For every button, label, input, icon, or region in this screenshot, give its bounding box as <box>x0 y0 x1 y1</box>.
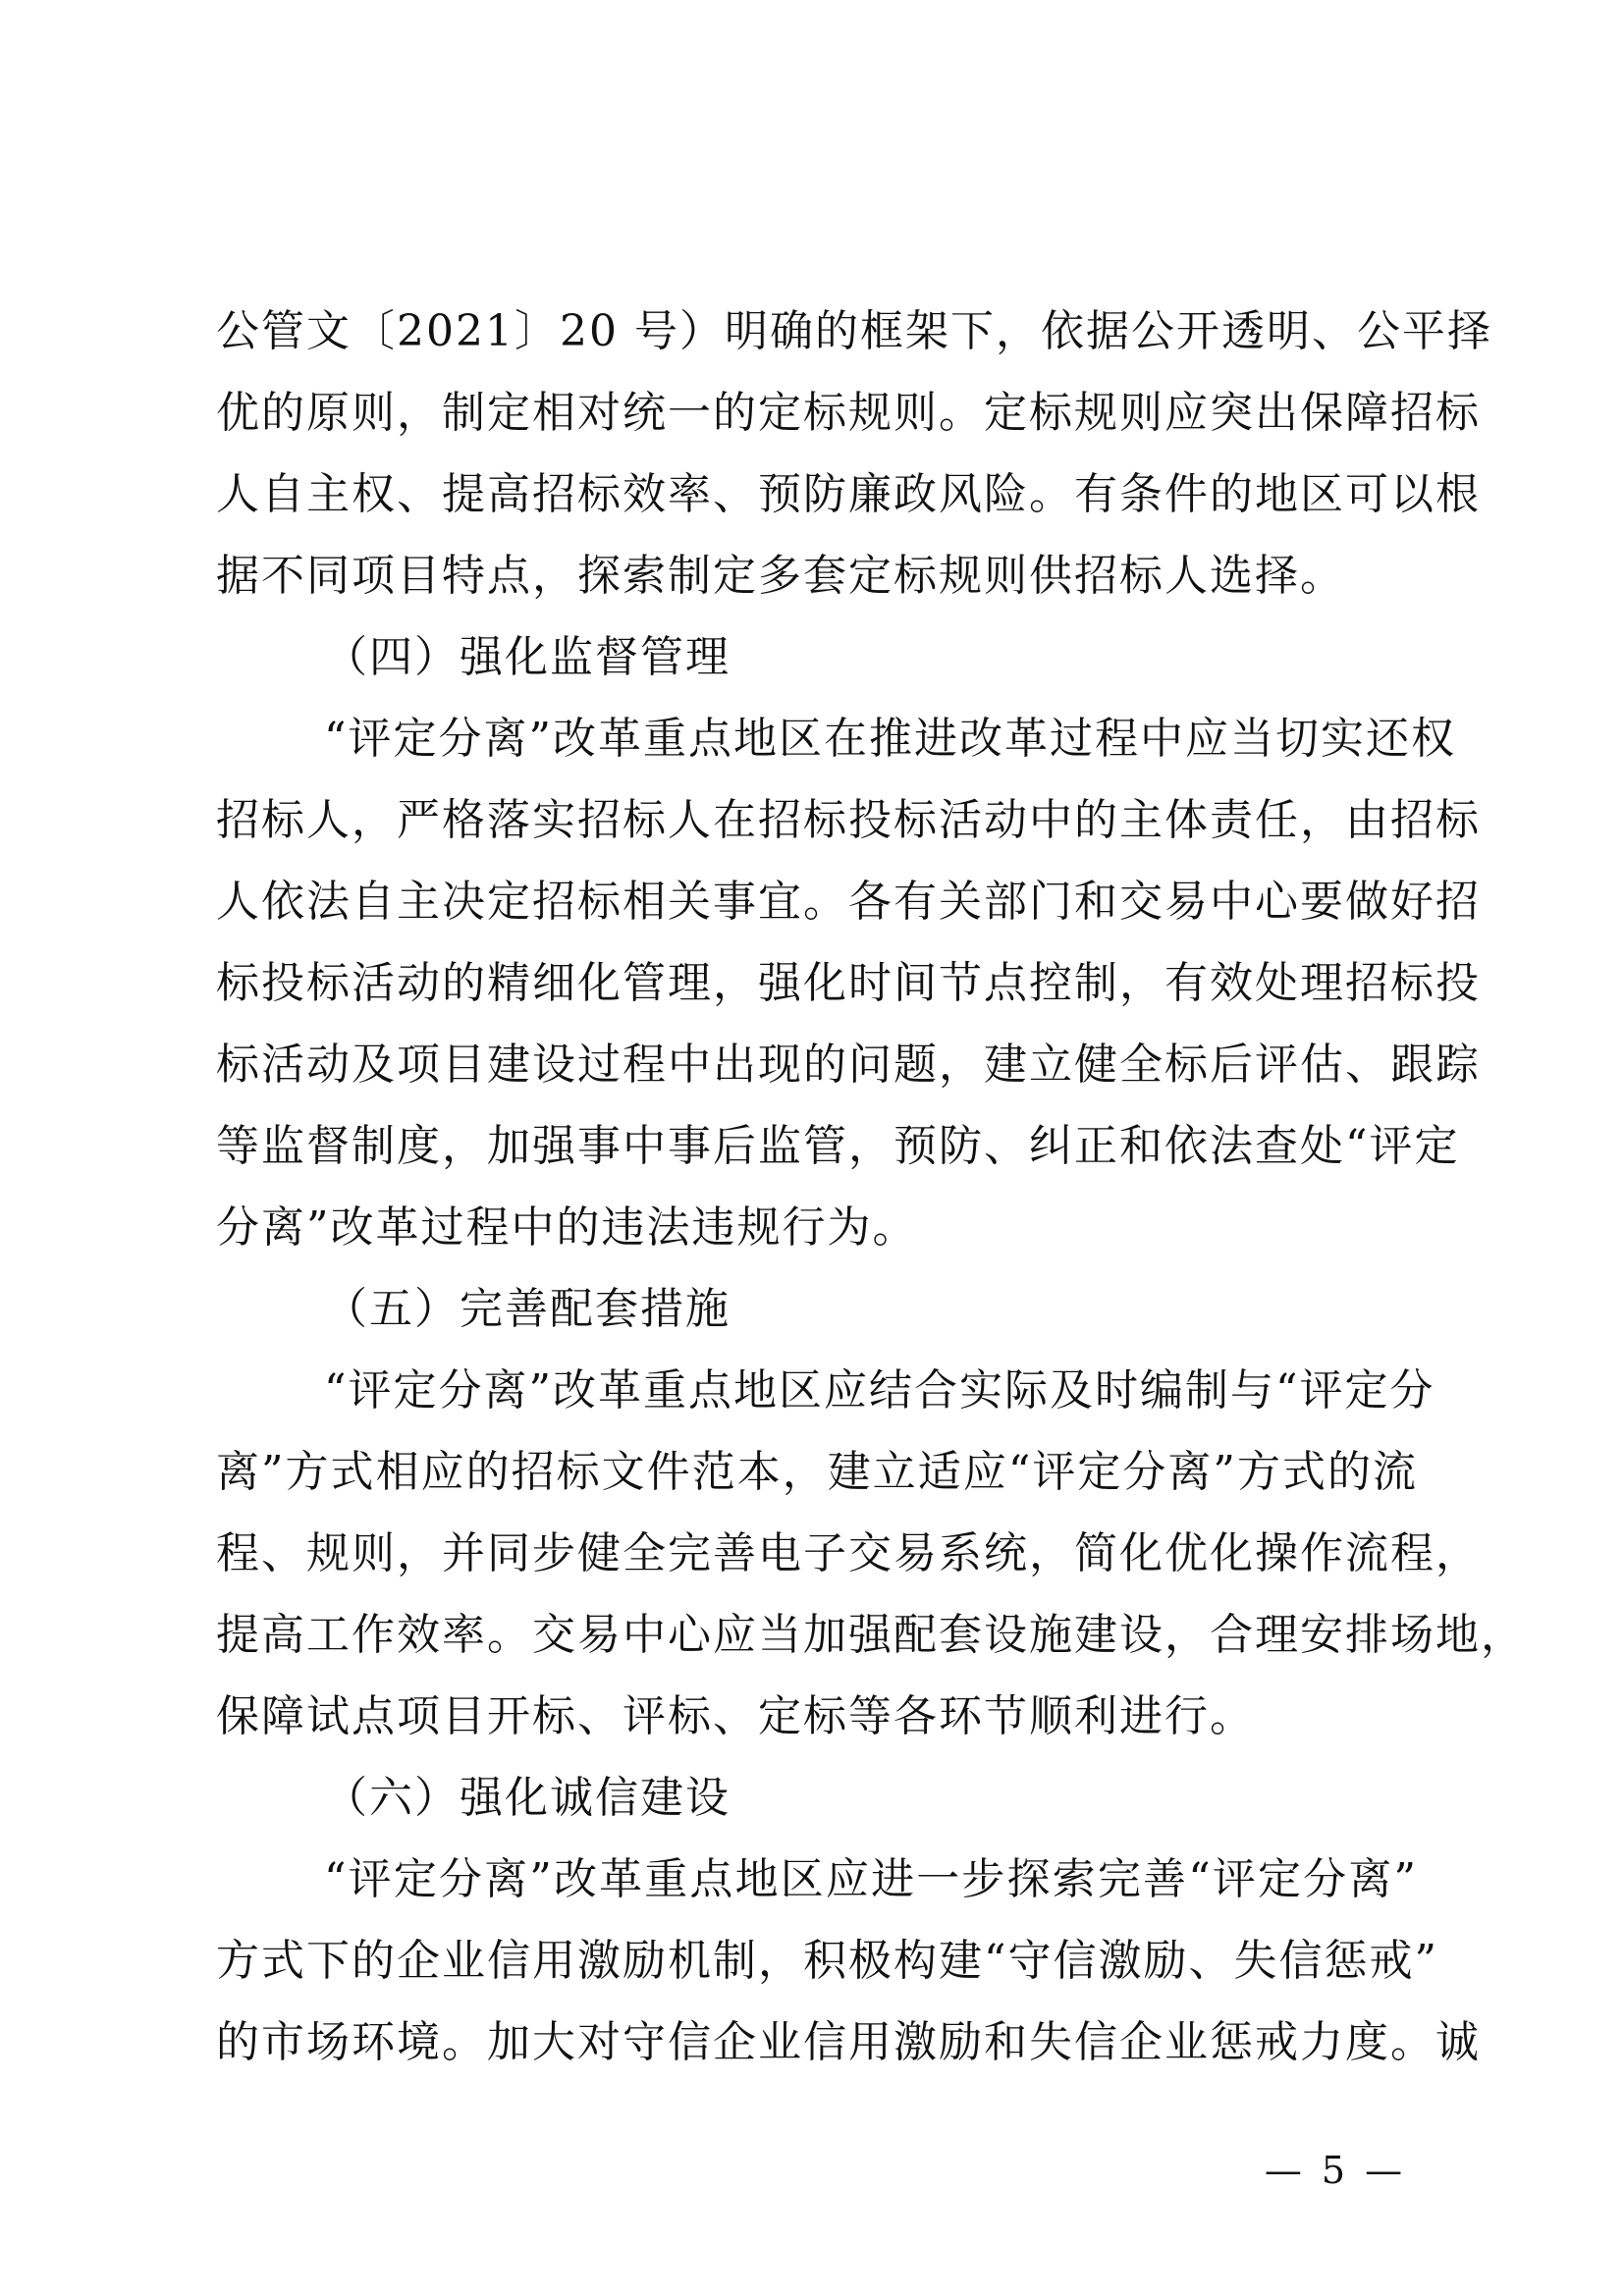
body-line-22: 的市场环境。加大对守信企业信用激励和失信企业惩戒力度。诚 <box>216 2017 1481 2067</box>
section-heading-4: （四）强化监督管理 <box>324 632 731 682</box>
body-line-7: 招标人，严格落实招标人在招标投标活动中的主体责任，由招标 <box>216 795 1481 845</box>
body-line-16: 程、规则，并同步健全完善电子交易系统，简化优化操作流程， <box>216 1528 1481 1578</box>
body-line-11: 等监督制度，加强事中事后监管，预防、纠正和依法查处“评定 <box>216 1121 1460 1171</box>
body-line-12: 分离”改革过程中的违法违规行为。 <box>216 1202 918 1253</box>
body-line-18: 保障试点项目开标、评标、定标等各环节顺利进行。 <box>216 1691 1255 1741</box>
body-line-3: 人自主权、提高招标效率、预防廉政风险。有条件的地区可以根 <box>216 469 1481 519</box>
body-line-4: 据不同项目特点，探索制定多套定标规则供招标人选择。 <box>216 551 1345 601</box>
body-line-10: 标活动及项目建设过程中出现的问题，建立健全标后评估、跟踪 <box>216 1040 1481 1090</box>
body-line-14: “评定分离”改革重点地区应结合实际及时编制与“评定分 <box>324 1365 1435 1415</box>
body-line-21: 方式下的企业信用激励机制，积极构建“守信激励、失信惩戒” <box>216 1936 1438 1986</box>
page-number: — 5 — <box>1264 2149 1407 2192</box>
body-line-1: 公管文〔2021〕20 号）明确的框架下，依据公开透明、公平择 <box>216 306 1492 356</box>
body-line-6: “评定分离”改革重点地区在推进改革过程中应当切实还权 <box>324 714 1456 764</box>
body-line-17: 提高工作效率。交易中心应当加强配套设施建设，合理安排场地， <box>216 1610 1526 1660</box>
section-heading-5: （五）完善配套措施 <box>324 1284 731 1334</box>
body-line-2: 优的原则，制定相对统一的定标规则。定标规则应突出保障招标 <box>216 388 1481 438</box>
body-line-20: “评定分离”改革重点地区应进一步探索完善“评定分离” <box>324 1854 1418 1904</box>
body-line-9: 标投标活动的精细化管理，强化时间节点控制，有效处理招标投 <box>216 958 1481 1008</box>
section-heading-6: （六）强化诚信建设 <box>324 1773 731 1823</box>
body-line-8: 人依法自主决定招标相关事宜。各有关部门和交易中心要做好招 <box>216 877 1481 927</box>
body-line-15: 离”方式相应的招标文件范本，建立适应“评定分离”方式的流 <box>216 1447 1418 1497</box>
